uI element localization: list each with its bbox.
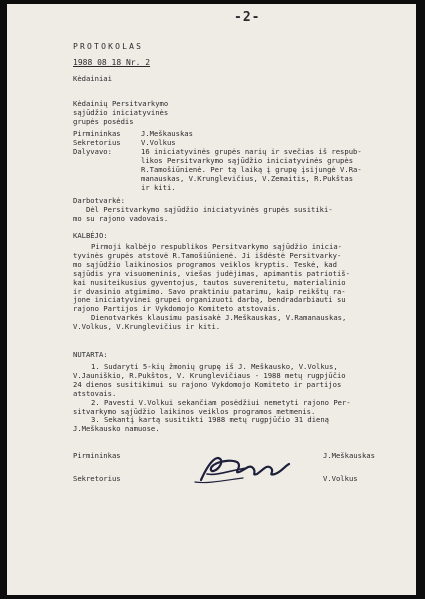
document-date-number: 1988 08 18 Nr. 2 <box>73 58 151 67</box>
secretary-name: V.Volkus <box>141 138 176 147</box>
participants-line: 16 iniciatyvinės grupės narių ir svečias iš respub- <box>141 147 362 156</box>
spoke-label: KALBĖJO: <box>73 231 108 240</box>
handwritten-signature <box>187 444 297 488</box>
page-number: -2- <box>234 10 261 25</box>
agenda-label: Darbotvarkė: <box>73 196 125 205</box>
signature-chair-label: Pirmininkas <box>73 451 121 460</box>
document-title: PROTOKOLAS <box>73 42 144 51</box>
spoke-line: jone iniciatyvinei grupei organizuoti darbą, bendradarbiauti su <box>73 295 346 305</box>
signature-secretary-name: V.Volkus <box>323 474 358 483</box>
org-line: grupės posėdis <box>73 116 134 126</box>
spoke-line: mo sąjūdžio laikinosios programos veiklos kryptis. Teskė, kad <box>73 259 337 269</box>
org-line: Kėdainių Persitvarkymo <box>73 99 169 108</box>
agenda-line: mo su rajono vadovais. <box>73 213 169 223</box>
participants-line: ir kiti. <box>141 182 176 192</box>
secretary-label: Sekretorius <box>73 138 121 147</box>
agenda-line: Dėl Persitvarkymo sąjūdžio iniciatyvinės grupės susitiki- <box>86 205 333 214</box>
participants-label: Dalyvavo: <box>73 147 112 156</box>
signature-secretary-label: Sekretorius <box>73 474 121 483</box>
resolved-label: NUTARTA: <box>73 350 108 359</box>
resolved-line: sitvarkymo sąjūdžio laikinos veiklos programos metmenis. <box>73 406 316 416</box>
participants-text <box>141 148 362 193</box>
spoke-line: Pirmoji kalbėjo respublikos Persitvarkymo sąjūdžio inicia- <box>91 242 342 251</box>
spoke-text <box>73 243 350 332</box>
spoke-line: rajono Partijos ir Vykdomojo Komiteto atstovais. <box>73 304 281 314</box>
resolved-line: J.Meškausko namuose. <box>73 424 160 434</box>
spoke-line: tyvinės grupės atstovė R.Tamošiūnienė. Ji išdėstė Persitvarky- <box>73 250 342 260</box>
signature-chair-name: J.Meškauskas <box>323 451 375 460</box>
resolved-line: V.Jauniškio, R.Pukštos, V. Krunglevičiaus - 1988 metų rugpjūčio <box>73 370 346 380</box>
chair-name: J.Meškauskas <box>141 129 193 138</box>
participants-line: manauskas, V.Krunglevičius, V.Zemaitis, R.Pukštas <box>141 173 354 183</box>
spoke-line: sąjūdis yra visuomeninis, viešas judėjimas, apimantis patriotiš- <box>73 268 350 278</box>
resolved-line: 2. Pavesti V.Volkui sekančiam posėdžiui nemetyti rajono Per- <box>91 397 351 407</box>
resolved-line: 3. Sekantį kartą susitikti 1988 metų rugpjūčio 31 dieną <box>91 415 329 425</box>
spoke-line: Dienotvarkės klausimu pasisakė J.Meškauskas, V.Ramanauskas, <box>91 313 347 323</box>
spoke-line: V.Volkus, V.Krunglevičius ir kiti. <box>73 322 221 332</box>
resolved-line: 24 dienos susitikimui su rajono Vykdomojo Komiteto ir partijos <box>73 379 342 389</box>
agenda-text <box>73 206 333 224</box>
chair-label: Pirmininkas <box>73 129 121 138</box>
spoke-line: ir dvasinio atgimimo. Savo praktiniu patarimu, kaip reikštų ra- <box>73 286 346 296</box>
participants-line: R.Tamošiūnienė. Per tą laiką į grupę įsijungė V.Ra- <box>141 164 362 174</box>
resolved-line: 1. Sudaryti 5-kių žmonių grupę iš J. Meškausko, V.Volkus, <box>91 362 338 371</box>
participants-line: likos Persitvarkymo sąjūdžio iniciatyvinės grupės <box>141 155 354 165</box>
org-line: sąjūdžio iniciatyvinės <box>73 107 169 117</box>
document-place: Kėdainiai <box>73 74 112 83</box>
spoke-line: kai nusiteikusius gyventojus, tautos suverenitetu, materialinio <box>73 277 346 287</box>
document-page <box>7 4 416 595</box>
resolved-line: atstovais. <box>73 388 117 398</box>
resolved-text <box>73 363 351 434</box>
organization-block <box>73 100 168 127</box>
